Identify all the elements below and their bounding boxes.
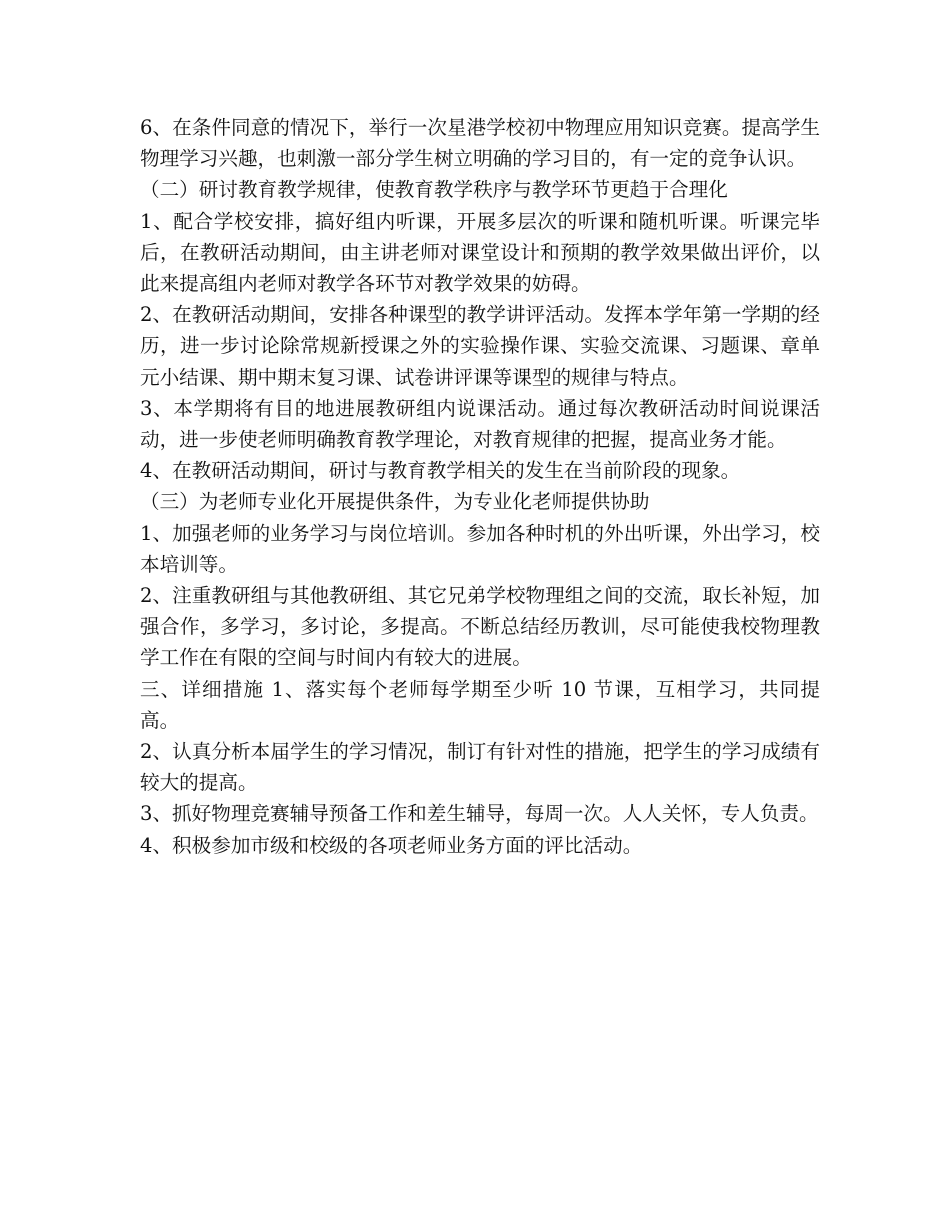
section-heading-2: （二）研讨教育教学规律，使教育教学秩序与教学环节更趋于合理化 (140, 178, 728, 202)
paragraph-measures-2: 2、认真分析本届学生的学习情况，制订有针对性的措施，把学生的学习成绩有较大的提高。 (140, 740, 820, 795)
paragraph-item-2-lesson-review: 2、在教研活动期间，安排各种课型的教学讲评活动。发挥本学年第一学期的经历，进一步讨论除常规新授课之外的实验操作课、实验交流课、习题课、章单元小结课、期中期末复习课、试卷讲评课等课型的规律与特点。 (140, 303, 820, 389)
paragraph-item-3-lesson-talk: 3、本学期将有目的地进展教研组内说课活动。通过每次教研活动时间说课活动，进一步使老师明确教育教学理论，对教育规律的把握，提高业务才能。 (140, 396, 820, 452)
section-heading-3: （三）为老师专业化开展提供条件，为专业化老师提供协助 (140, 490, 650, 514)
paragraph-item-1-lesson-observation: 1、配合学校安排，搞好组内听课，开展多层次的听课和随机听课。听课完毕后，在教研活动期间，由主讲老师对课堂设计和预期的教学效果做出评价，以此来提高组内老师对教学各环节对教学效果的妨碍。 (140, 209, 820, 296)
paragraph-item-6-competition: 6、在条件同意的情况下，举行一次星港学校初中物理应用知识竞赛。提高学生物理学习兴趣，也刺激一部分学生树立明确的学习目的，有一定的竞争认识。 (140, 116, 820, 171)
paragraph-item-1-training: 1、加强老师的业务学习与岗位培训。参加各种时机的外出听课，外出学习，校本培训等。 (140, 521, 820, 576)
document-body (140, 112, 820, 861)
paragraph-measures-4: 4、积极参加市级和校级的各项老师业务方面的评比活动。 (140, 833, 643, 857)
paragraph-measures-1: 三、详细措施 1、落实每个老师每学期至少听 10 节课，互相学习，共同提高。 (140, 677, 820, 732)
paragraph-measures-3: 3、抓好物理竞赛辅导预备工作和差生辅导，每周一次。人人关怀，专人负责。 (140, 802, 819, 826)
paragraph-item-4-phenomena: 4、在教研活动期间，研讨与教育教学相关的发生在当前阶段的现象。 (140, 459, 741, 483)
paragraph-item-2-exchange: 2、注重教研组与其他教研组、其它兄弟学校物理组之间的交流，取长补短，加强合作，多学习，多讨论，多提高。不断总结经历教训，尽可能使我校物理教学工作在有限的空间与时间内有较大的进展。 (140, 584, 820, 670)
